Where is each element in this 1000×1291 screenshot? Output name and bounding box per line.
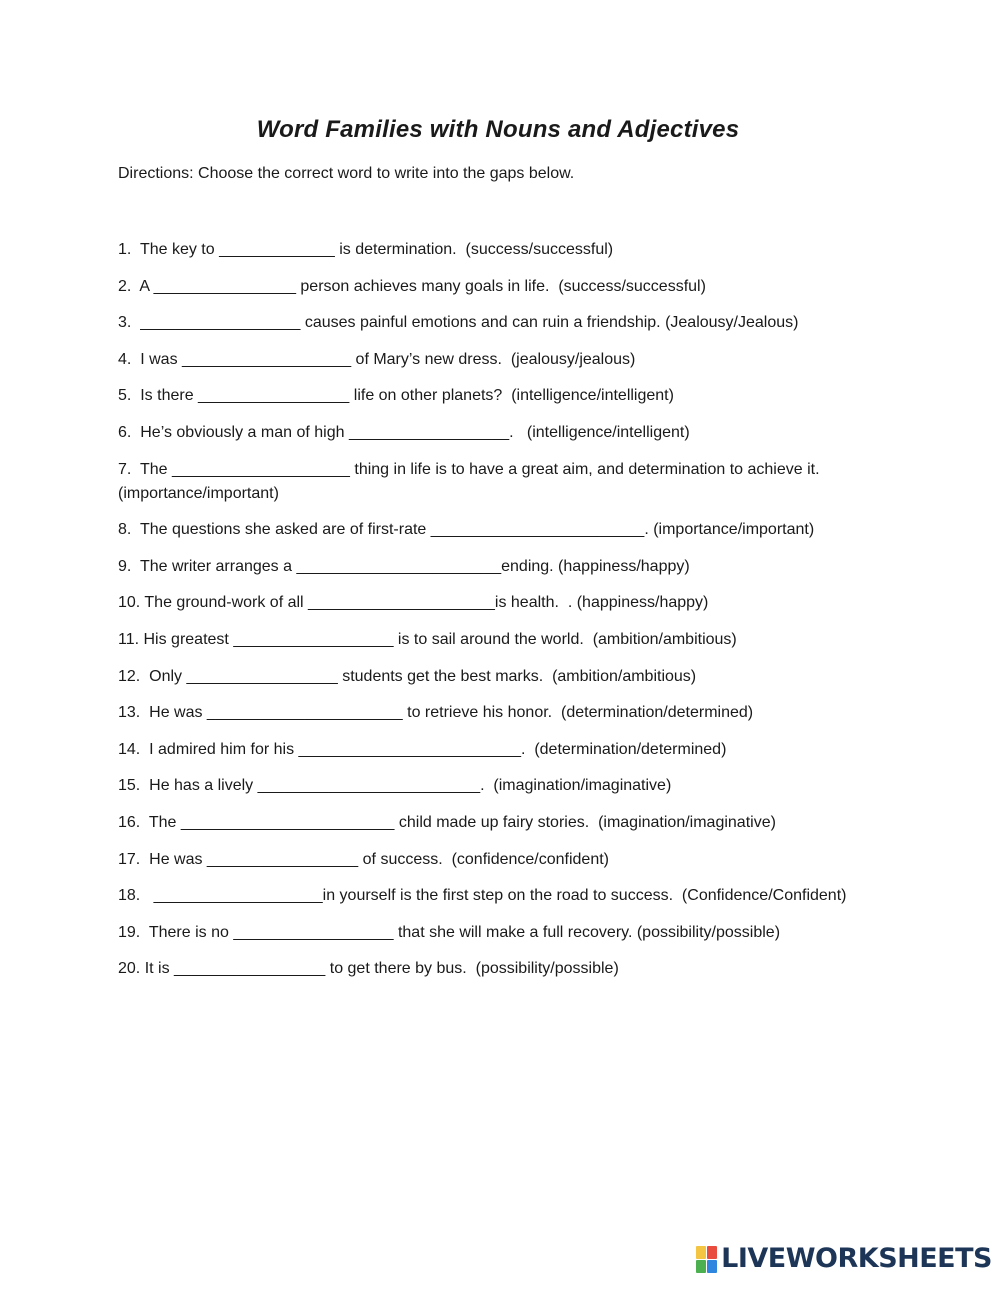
logo-block <box>707 1246 717 1259</box>
logo-block <box>707 1260 717 1273</box>
question-item: 9. The writer arranges a _______________________ending. (happiness/happy) <box>118 557 690 575</box>
question-item: 5. Is there _________________ life on other planets? (intelligence/intelligent) <box>118 387 674 405</box>
question-list <box>118 238 888 994</box>
logo-block <box>696 1246 706 1259</box>
question-item: 7. The ____________________ thing in life is to have a great aim, and determination to achieve it. (importance/important) <box>118 460 829 502</box>
question-item: 20. It is _________________ to get there by bus. (possibility/possible) <box>118 960 619 978</box>
logo-text: LIVEWORKSHEETS <box>721 1243 992 1274</box>
question-item: 10. The ground-work of all _____________________is health. . (happiness/happy) <box>118 594 709 612</box>
question-item: 14. I admired him for his _________________________. (determination/determined) <box>118 740 727 758</box>
question-item: 18. ___________________in yourself is the first step on the road to success. (Confidence/Confident) <box>118 887 847 905</box>
question-item: 13. He was ______________________ to retrieve his honor. (determination/determined) <box>118 704 754 722</box>
worksheet-title: Word Families with Nouns and Adjectives <box>256 116 740 143</box>
directions-text: Directions: Choose the correct word to write into the gaps below. <box>118 165 575 182</box>
logo-blocks-icon <box>696 1246 717 1273</box>
logo-block <box>696 1260 706 1273</box>
question-item: 4. I was ___________________ of Mary’s new dress. (jealousy/jealous) <box>118 350 636 368</box>
question-item: 12. Only _________________ students get the best marks. (ambition/ambitious) <box>118 667 697 685</box>
question-item: 8. The questions she asked are of first-rate ________________________. (importance/important) <box>118 521 815 539</box>
question-item: 3. __________________ causes painful emotions and can ruin a friendship. (Jealousy/Jealous) <box>118 314 799 332</box>
question-item: 1. The key to _____________ is determination. (success/successful) <box>118 241 614 258</box>
question-item: 19. There is no __________________ that she will make a full recovery. (possibility/possible) <box>118 923 781 941</box>
question-item: 2. A ________________ person achieves many goals in life. (success/successful) <box>118 277 706 295</box>
question-item: 11. His greatest __________________ is to sail around the world. (ambition/ambitious) <box>118 630 737 648</box>
question-item: 17. He was _________________ of success. (confidence/confident) <box>118 850 609 868</box>
question-item: 15. He has a lively _________________________. (imagination/imaginative) <box>118 777 672 795</box>
question-item: 6. He’s obviously a man of high __________________. (intelligence/intelligent) <box>118 423 690 441</box>
question-item: 16. The ________________________ child made up fairy stories. (imagination/imaginative) <box>118 813 776 831</box>
liveworksheets-logo <box>696 1245 992 1273</box>
